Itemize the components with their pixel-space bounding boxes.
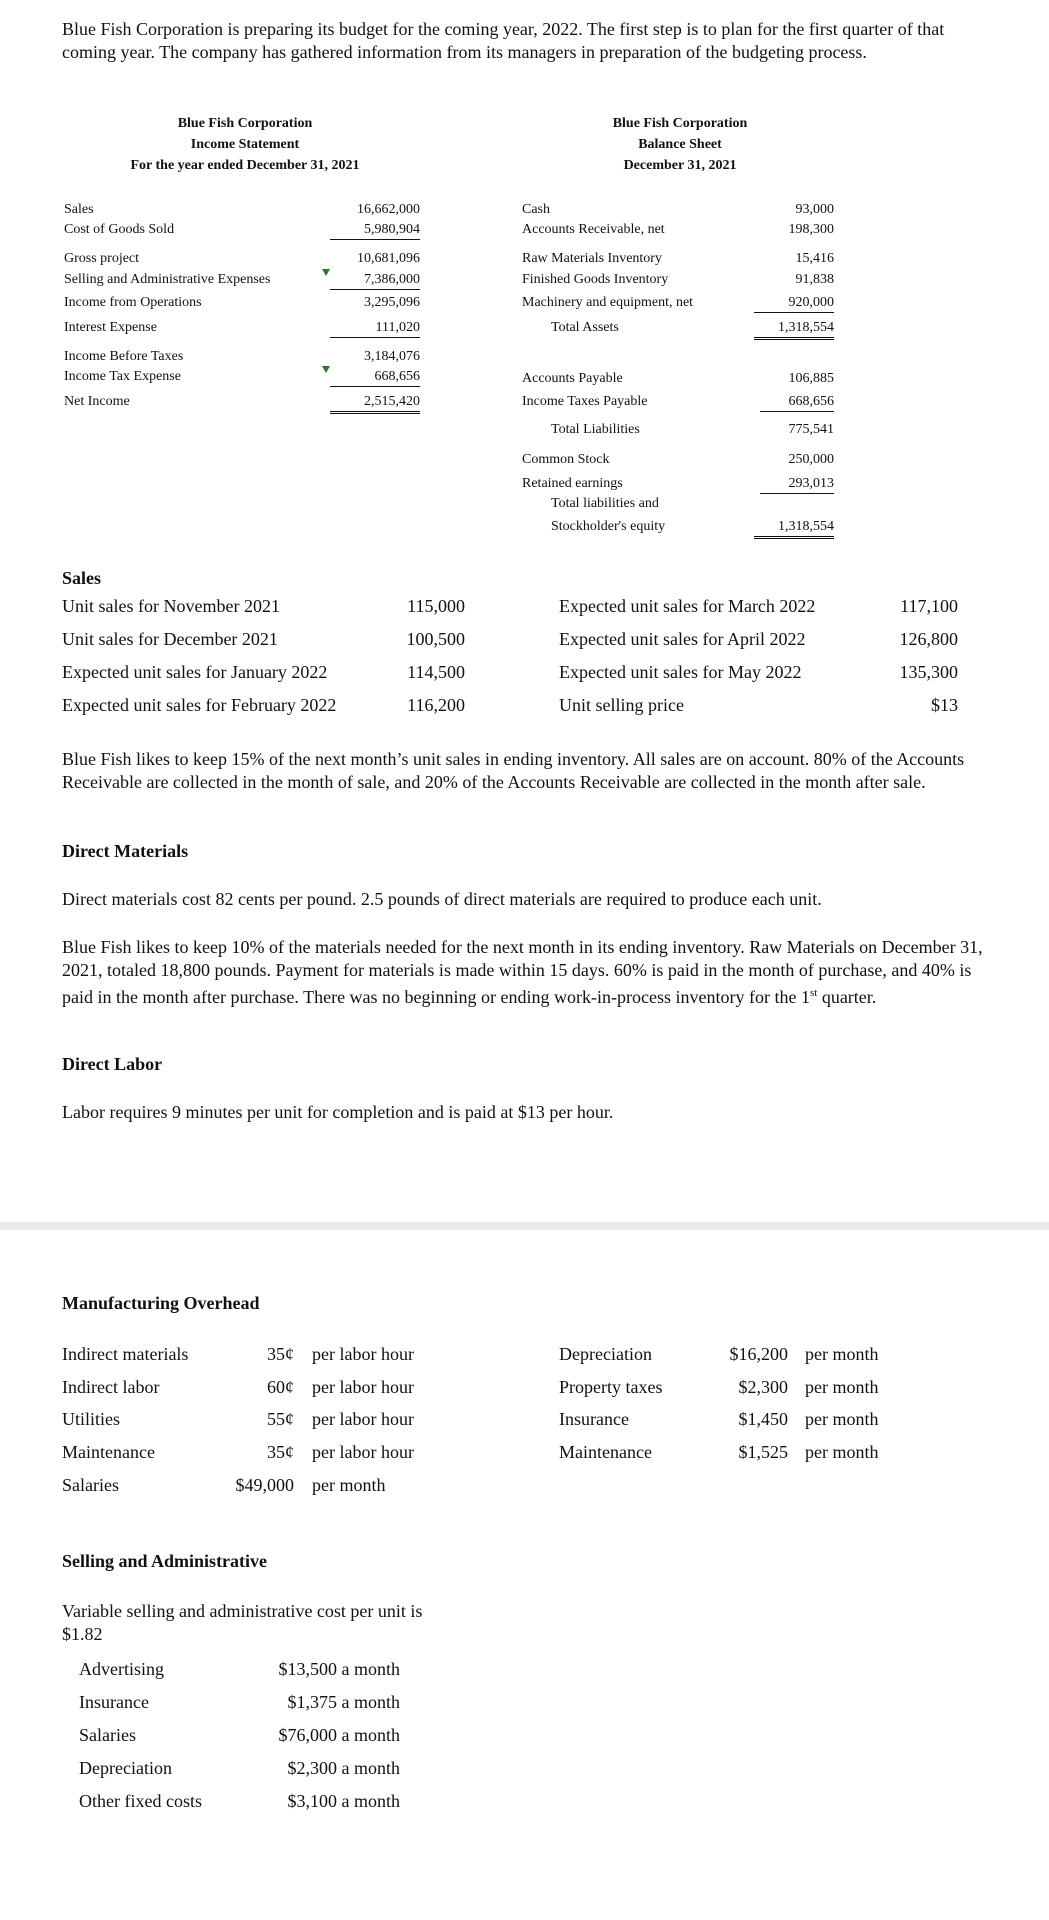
bs-label: Retained earnings [522, 476, 623, 491]
superscript: st [809, 987, 818, 999]
is-label: Gross project [64, 251, 140, 266]
bs-value: 920,000 [754, 294, 834, 313]
sales-right-value: 117,100 [900, 596, 958, 616]
is-value: 668,656 [330, 368, 420, 387]
sales-left-value: 114,500 [407, 662, 465, 682]
sales-heading: Sales [62, 568, 102, 588]
overhead-amount: 35¢ [267, 1344, 294, 1364]
balance-sheet-title: Balance Sheet [638, 137, 722, 152]
bs-value: 1,318,554 [754, 319, 834, 340]
overhead-fixed-amount: $2,300 [738, 1377, 788, 1397]
overhead-fixed-label: Maintenance [559, 1442, 652, 1462]
sa-label: Other fixed costs [79, 1791, 202, 1811]
overhead-unit: per labor hour [312, 1442, 414, 1462]
bs-label: Income Taxes Payable [522, 394, 648, 409]
income-statement-title: Income Statement [190, 137, 300, 152]
is-label: Interest Expense [64, 320, 157, 335]
sales-right-value: $13 [931, 695, 958, 715]
sa-label: Advertising [79, 1659, 164, 1679]
bs-value: 15,416 [795, 251, 834, 266]
sales-right-label: Expected unit sales for May 2022 [559, 662, 802, 682]
overhead-label: Salaries [62, 1475, 119, 1495]
bs-label: Machinery and equipment, net [522, 295, 694, 310]
bs-value: 775,541 [788, 422, 834, 437]
sa-label: Salaries [79, 1725, 136, 1745]
sa-label: Depreciation [79, 1758, 172, 1778]
sales-left-value: 100,500 [406, 629, 465, 649]
bs-label: Cash [522, 202, 550, 217]
overhead-unit: per labor hour [312, 1409, 414, 1429]
sa-label: Insurance [79, 1692, 149, 1712]
is-value: 3,295,096 [364, 295, 420, 310]
is-label: Cost of Goods Sold [64, 222, 175, 237]
bs-label: Total Liabilities [551, 422, 640, 437]
selling-admin-note: Variable selling and administrative cost per unit is $1.82 [62, 1601, 423, 1644]
overhead-unit: per month [312, 1475, 386, 1495]
overhead-unit: per labor hour [312, 1344, 414, 1364]
bs-value: 106,885 [788, 371, 834, 386]
bs-label: Accounts Receivable, net [522, 222, 665, 237]
sales-note: Blue Fish likes to keep 15% of the next month’s unit sales in ending inventory. All sales are on account. 80% of the Accounts Receivable are collected in the month of sale, and 20% of the Accounts Receivable are collected in the month after sale. [62, 749, 965, 792]
sales-right-value: 126,800 [899, 629, 958, 649]
sales-left-label: Unit sales for November 2021 [62, 596, 280, 616]
overhead-amount: $49,000 [235, 1475, 294, 1495]
bs-label: Total Assets [551, 320, 619, 335]
direct-materials-cost: Direct materials cost 82 cents per pound. 2.5 pounds of direct materials are required to produce each unit. [62, 889, 822, 909]
overhead-fixed-unit: per month [805, 1409, 879, 1429]
overhead-fixed-amount: $1,450 [738, 1409, 788, 1429]
bs-value: 1,318,554 [754, 518, 834, 539]
sales-right-label: Unit selling price [559, 695, 684, 715]
overhead-fixed-label: Insurance [559, 1409, 629, 1429]
balance-sheet-date: December 31, 2021 [623, 158, 737, 173]
is-label: Sales [64, 202, 94, 217]
overhead-heading: Manufacturing Overhead [62, 1293, 260, 1313]
sales-left-value: 115,000 [407, 596, 465, 616]
direct-labor-text: Labor requires 9 minutes per unit for completion and is paid at $13 per hour. [62, 1102, 614, 1122]
page-divider [0, 1222, 1049, 1230]
is-value: 10,681,096 [357, 251, 420, 266]
income-statement-company: Blue Fish Corporation [177, 116, 313, 131]
overhead-fixed-unit: per month [805, 1442, 879, 1462]
sa-value: $3,100 a month [287, 1791, 400, 1811]
overhead-amount: 35¢ [267, 1442, 294, 1462]
overhead-unit: per labor hour [312, 1377, 414, 1397]
sa-value: $13,500 a month [278, 1659, 400, 1679]
bs-label: Stockholder's equity [551, 519, 666, 534]
overhead-fixed-amount: $1,525 [738, 1442, 788, 1462]
overhead-label: Indirect labor [62, 1377, 160, 1397]
sales-right-label: Expected unit sales for March 2022 [559, 596, 816, 616]
direct-labor-heading: Direct Labor [62, 1054, 163, 1074]
bs-value: 293,013 [760, 475, 834, 494]
is-value: 16,662,000 [357, 202, 420, 217]
sa-value: $2,300 a month [287, 1758, 400, 1778]
bs-value: 668,656 [760, 393, 834, 412]
sa-value: $76,000 a month [278, 1725, 400, 1745]
overhead-fixed-label: Depreciation [559, 1344, 652, 1364]
is-label: Net Income [64, 394, 130, 409]
sales-left-label: Unit sales for December 2021 [62, 629, 278, 649]
is-value: 2,515,420 [330, 393, 420, 414]
bs-value: 198,300 [788, 222, 834, 237]
overhead-label: Indirect materials [62, 1344, 189, 1364]
is-value: 3,184,076 [364, 349, 420, 364]
sales-right-label: Expected unit sales for April 2022 [559, 629, 806, 649]
income-statement-period: For the year ended December 31, 2021 [130, 158, 360, 173]
sales-left-label: Expected unit sales for January 2022 [62, 662, 328, 682]
is-value: 5,980,904 [330, 221, 420, 240]
comment-marker-icon [322, 269, 330, 276]
bs-label: Raw Materials Inventory [522, 251, 662, 266]
direct-materials-policy [62, 936, 1002, 1009]
comment-marker-icon [322, 366, 330, 373]
overhead-fixed-unit: per month [805, 1377, 879, 1397]
sales-right-value: 135,300 [899, 662, 958, 682]
overhead-amount: 55¢ [267, 1409, 294, 1429]
overhead-fixed-label: Property taxes [559, 1377, 663, 1397]
bs-label: Total liabilities and [551, 496, 659, 511]
intro-paragraph: Blue Fish Corporation is preparing its budget for the coming year, 2022. The first step is to plan for the first quarter of that coming year. The company has gathered information from its managers in preparation of the budgeting process. [62, 19, 945, 62]
sales-left-value: 116,200 [407, 695, 465, 715]
direct-materials-policy-text: Blue Fish likes to keep 10% of the materials needed for the next month in its ending inventory. Raw Materials on December 31, 2021, totaled 18,800 pounds. Payment for materials is made within 15 days. 60% is paid in the month of purchase, and 40% is paid in the month after purchase. There was no beginning or ending work-in-process inventory for the 1 [62, 937, 983, 1007]
direct-materials-policy-end: quarter. [817, 987, 877, 1007]
is-label: Income Before Taxes [64, 349, 184, 364]
overhead-fixed-unit: per month [805, 1344, 879, 1364]
sa-value: $1,375 a month [287, 1692, 400, 1712]
is-label: Selling and Administrative Expenses [64, 272, 271, 287]
bs-value: 91,838 [795, 272, 834, 287]
bs-label: Finished Goods Inventory [522, 272, 669, 287]
overhead-label: Maintenance [62, 1442, 155, 1462]
bs-label: Common Stock [522, 452, 610, 467]
sales-left-label: Expected unit sales for February 2022 [62, 695, 337, 715]
bs-value: 250,000 [788, 452, 834, 467]
bs-value: 93,000 [795, 202, 834, 217]
overhead-amount: 60¢ [267, 1377, 294, 1397]
is-label: Income from Operations [64, 295, 202, 310]
selling-admin-heading: Selling and Administrative [62, 1551, 268, 1571]
overhead-label: Utilities [62, 1409, 120, 1429]
is-value: 111,020 [330, 319, 420, 338]
is-value: 7,386,000 [330, 271, 420, 290]
bs-label: Accounts Payable [522, 371, 623, 386]
is-label: Income Tax Expense [64, 369, 181, 384]
balance-sheet-company: Blue Fish Corporation [612, 116, 748, 131]
direct-materials-heading: Direct Materials [62, 841, 189, 861]
income-statement-header [95, 113, 395, 176]
balance-sheet-header [530, 113, 830, 176]
overhead-fixed-amount: $16,200 [729, 1344, 788, 1364]
